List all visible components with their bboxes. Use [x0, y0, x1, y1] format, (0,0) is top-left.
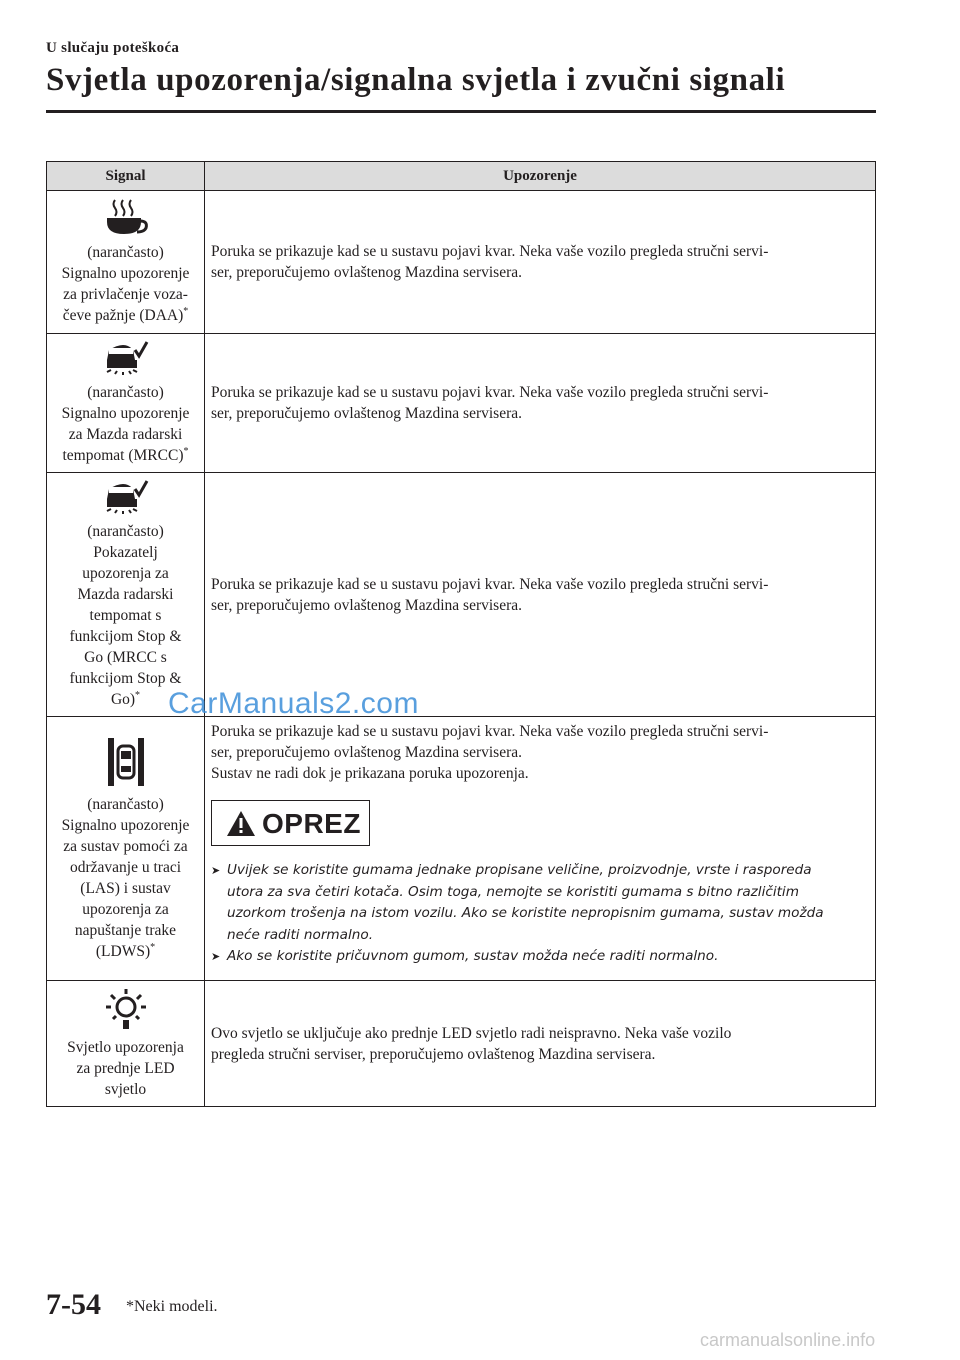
coffee-cup-icon — [103, 198, 149, 236]
signal-cell — [47, 981, 205, 1107]
signal-color-label: (narančasto) — [87, 384, 164, 401]
signal-cell — [47, 191, 205, 334]
led-headlight-icon — [103, 987, 149, 1031]
warning-extra-text: Sustav ne radi dok je prikazana poruka upozorenja. — [211, 765, 529, 782]
signal-name: Svjetlo upozorenja za prednje LED svjetlo — [67, 1039, 184, 1098]
warning-cell — [205, 473, 876, 717]
signal-name: Signalno upozorenje za sustav pomoći za održavanje u traci (LAS) i sustav upozorenja za napuštanje trake (LDWS)* — [61, 816, 190, 960]
warning-triangle-icon — [226, 810, 256, 837]
caution-item: ➤ Uvijek se koristite gumama jednake propisane veličine, proizvodnje, vrste i rasporeda utora za sva četiri kotača. Osim toga, nemojte se koristiti gumama s bitno različitim uzorkom trošenja na istom vozilu. Ako se koristite nepropisnim gumama, sustav možda neće raditi normalno. — [211, 862, 824, 943]
page-title: Svjetla upozorenja/signalna svjetla i zvučni signali — [46, 62, 786, 98]
signal-color-label: (narančasto) — [87, 523, 164, 540]
warning-text: Poruka se prikazuje kad se u sustavu pojavi kvar. Neka vaše vozilo pregleda stručni servi- ser, preporučujemo ovlaštenog Mazdina servisera. — [211, 243, 769, 281]
table-row — [47, 981, 876, 1107]
warning-text: Poruka se prikazuje kad se u sustavu pojavi kvar. Neka vaše vozilo pregleda stručni servi- ser, preporučujemo ovlaštenog Mazdina servisera. — [211, 384, 769, 422]
warning-signal-table — [46, 161, 876, 1107]
arrow-bullet-icon: ➤ — [211, 950, 221, 963]
signal-cell — [47, 473, 205, 717]
column-header-signal: Signal — [47, 162, 205, 191]
table-row — [47, 334, 876, 473]
signal-color-label: (narančasto) — [87, 244, 164, 261]
radar-cruise-icon — [103, 479, 149, 515]
caution-item: ➤ Ako se koristite pričuvnom gumom, sustav možda neće raditi normalno. — [211, 946, 867, 968]
table-header-row — [47, 162, 876, 191]
signal-color-label: (narančasto) — [87, 795, 164, 813]
signal-name: Signalno upozorenje za Mazda radarski tempomat (MRCC)* — [61, 405, 190, 464]
table-row — [47, 473, 876, 717]
site-watermark: carmanualsonline.info — [700, 1330, 876, 1350]
signal-cell — [47, 717, 205, 981]
warning-cell — [205, 334, 876, 473]
warning-cell — [205, 717, 876, 981]
lane-assist-icon — [106, 736, 146, 788]
caution-box — [211, 800, 370, 846]
radar-cruise-icon — [103, 340, 149, 376]
warning-text: Poruka se prikazuje kad se u sustavu pojavi kvar. Neka vaše vozilo pregleda stručni servi- ser, preporučujemo ovlaštenog Mazdina servisera. — [211, 575, 769, 614]
watermark: CarManuals2.com — [168, 687, 419, 720]
table-row — [47, 717, 876, 981]
warning-text: Poruka se prikazuje kad se u sustavu pojavi kvar. Neka vaše vozilo pregleda stručni servi- ser, preporučujemo ovlaštenog Mazdina servisera. — [211, 723, 769, 761]
column-header-warning: Upozorenje — [205, 162, 876, 191]
caution-label: OPREZ — [262, 807, 361, 839]
signal-name: Pokazatelj upozorenja za Mazda radarski tempomat s funkcijom Stop & Go (MRCC s funkcijom Stop & Go)* — [69, 544, 182, 708]
warning-cell — [205, 191, 876, 334]
section-label: U slučaju poteškoća — [46, 40, 180, 56]
warning-cell — [205, 981, 876, 1107]
title-rule — [46, 110, 876, 113]
signal-name: Signalno upozorenje za privlačenje voza- čeve pažnje (DAA)* — [61, 265, 190, 324]
arrow-bullet-icon: ➤ — [211, 864, 221, 877]
signal-cell — [47, 334, 205, 473]
caution-list — [211, 860, 867, 968]
table-row — [47, 191, 876, 334]
footnote: *Neki modeli. — [126, 1298, 218, 1315]
warning-text: Ovo svjetlo se uključuje ako prednje LED svjetlo radi neispravno. Neka vaše vozilo pregleda stručni serviser, preporučujemo ovlaštenog Mazdina servisera. — [211, 1024, 732, 1063]
page-number: 7-54 — [46, 1288, 101, 1321]
